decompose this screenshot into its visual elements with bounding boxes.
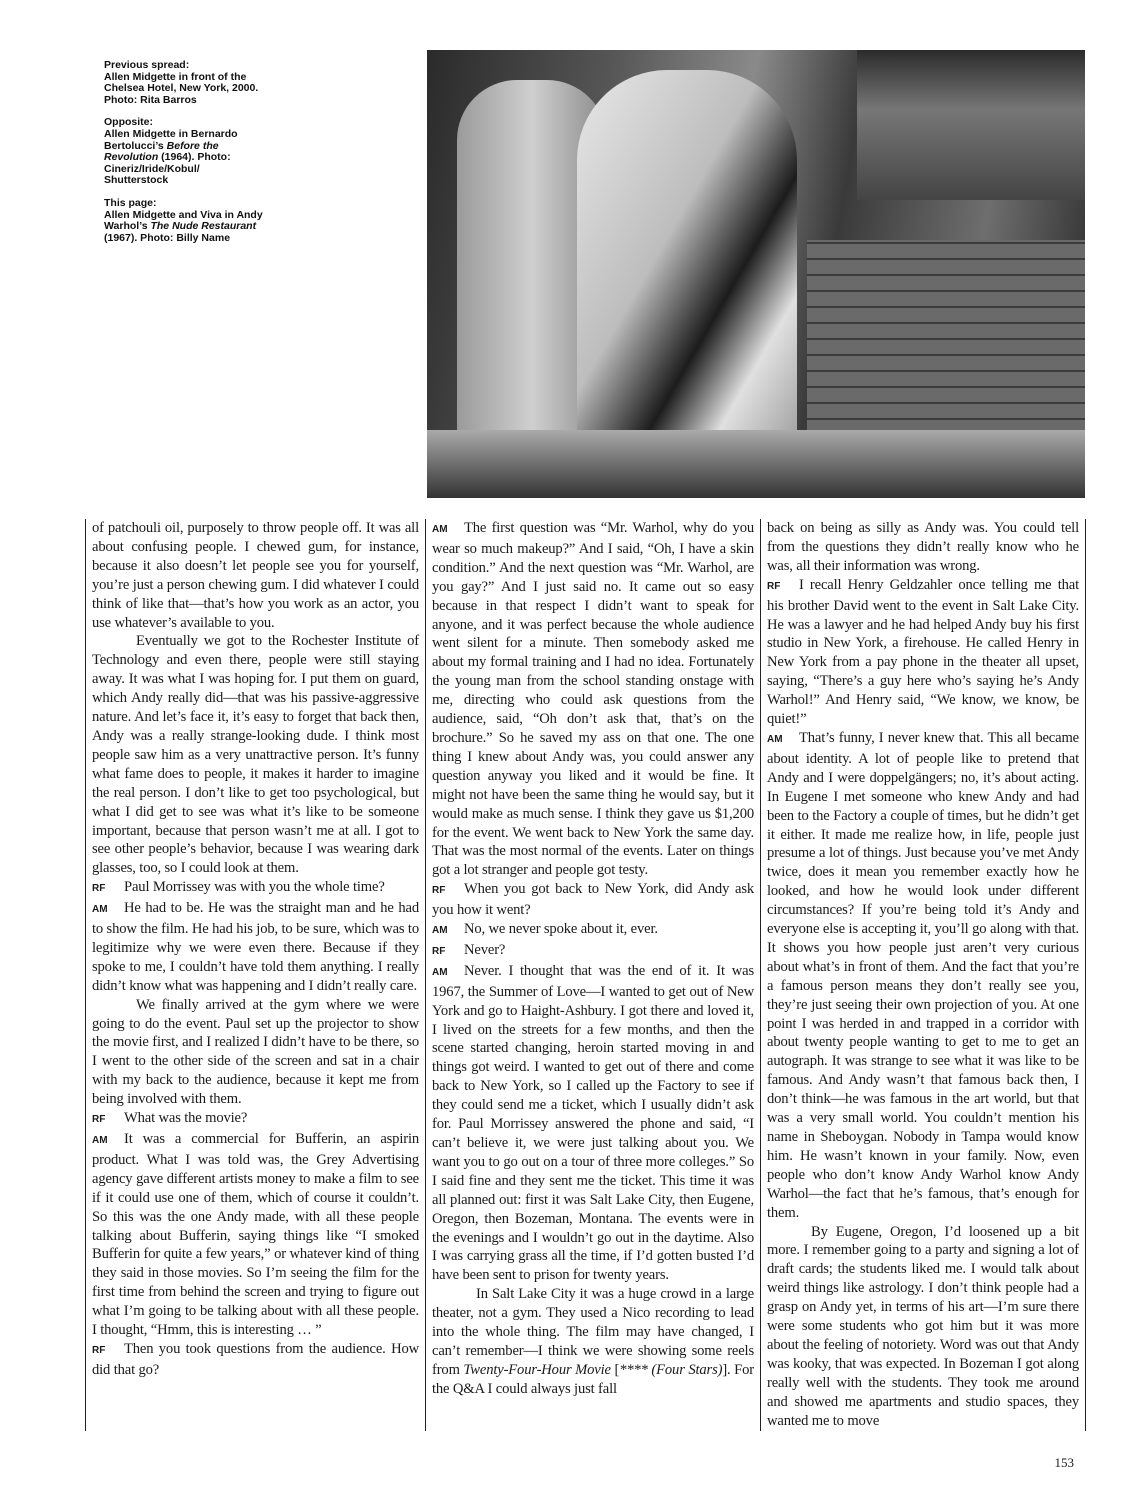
speaker-label: AM [92, 904, 108, 916]
text-run: Allen Midgette in front of the Chelsea Hotel, New York, 2000. Photo: Rita Barros [104, 70, 259, 106]
body-paragraph [432, 1285, 754, 1398]
interview-paragraph [432, 519, 754, 880]
photo-captions [104, 60, 264, 255]
text-run: That’s funny, I never knew that. This all became about identity. A lot of people like to pretend that Andy and I were doppelgängers; no, it’s about acting. In Eugene I met someone who knew Andy and had been to the Factory a couple of times, but he didn’t get it either. It made me realize how, in life, people just presume a lot of things. Just because you’ve met Andy twice, does it mean you remember exactly how he looked, and how he would look under different circumstances? If you’re being told it’s Andy and everyone else is accepting it, you’ll go along with that. It shows you how people just aren’t very curious about what’s in front of them. And the fact that you’re a famous person means they don’t really see you, they’re just seeing their own projection of you. At one point I was herded in and trapped in a corridor with about twenty people wanting to get to me to get an autograph. It was strange to see what it was like to be famous. And Andy wasn’t that famous back then, I don’t think—he was famous in the art world, but that was a very small world. You couldn’t mention his name in Sheboygan. Nobody in Tampa would know him. He wasn’t known in your family. Now, even people who don’t know Andy Warhol know Andy Warhol—the fact that he’s famous, that’s enough for them. [767, 729, 1079, 1221]
italic-title: **** (Four Stars) [619, 1361, 723, 1378]
interview-paragraph [92, 1130, 419, 1340]
article-column-3 [760, 519, 1086, 1431]
page-number: 153 [1054, 1454, 1074, 1470]
interview-paragraph [92, 899, 419, 996]
speaker-label: AM [432, 966, 448, 978]
body-paragraph [767, 519, 1079, 576]
interview-paragraph [432, 962, 754, 1285]
interview-paragraph [432, 920, 754, 941]
interview-paragraph [92, 878, 419, 899]
text-run: This page: [104, 196, 157, 209]
text-run: Previous spread: [104, 59, 190, 71]
text-run: It was a commercial for Bufferin, an aspirin product. What I was told was, the Grey Advertising agency gave different artists money to make a film to see if it could use one of them, which of course it couldn’t. So this was the one Andy made, with all these people talking about Bufferin, saying things like “I smoked Bufferin for quite a few years,” or whatever kind of thing they said in those movies. So I’m seeing the film for the first time from behind the screen and trying to figure out what I’m going to be talking about with all these people. I thought, “Hmm, this is interesting … ” [92, 1131, 419, 1339]
body-paragraph [92, 519, 419, 632]
interview-paragraph [92, 1109, 419, 1130]
text-run: Then you took questions from the audience. How did that go? [92, 1340, 419, 1378]
text-run: Never? [464, 941, 506, 958]
speaker-label: RF [432, 885, 446, 897]
interview-paragraph [92, 1340, 419, 1380]
caption-line [104, 129, 264, 187]
italic-title: The Nude Restaurant [150, 220, 257, 233]
text-run: Eventually we got to the Rochester Institute of Technology and even there, people were still staying away. It was what I was hoping for. I put them on guard, which Andy really did—that was his passive-aggressive nature. And let’s face it, it’s easy to forget that back then, Andy was a really strange-looking dude. I think most people saw him as a very unattractive person. It’s funny what fame does to people, it makes it harder to imagine the real person. I don’t like to get too psychological, but what I did get to see was what it’s like to be someone important, because that person wasn’t me at all. I got to see other people’s behavior, because I was wearing dark glasses, too, so I could look at them. [92, 633, 419, 877]
body-paragraph [767, 1223, 1079, 1431]
text-run: Opposite: [104, 116, 153, 129]
italic-title: Twenty-Four-Hour Movie [463, 1361, 611, 1378]
interview-paragraph [432, 941, 754, 962]
photo-counter [427, 430, 1085, 498]
speaker-label: RF [92, 1344, 106, 1356]
text-run: (1967). Photo: Billy Name [104, 231, 231, 244]
speaker-label: AM [432, 925, 448, 937]
text-run: When you got back to New York, did Andy ask you how it went? [432, 881, 754, 919]
text-run: ]. For the Q&A I could always just fall [432, 1361, 754, 1397]
body-paragraph [92, 996, 419, 1109]
text-run: What was the movie? [124, 1110, 248, 1127]
text-run: No, we never spoke about it, ever. [464, 921, 658, 938]
text-run: By Eugene, Oregon, I’d loosened up a bit more. I remember going to a party and signing a lot of draft cards; the students liked me. I would talk about weird things like astrology. I don’t think people had a grasp on Andy yet, in terms of his art—I’m sure there were some students who got him but it was more about the feeling of notoriety. Word was out that Andy was kooky, that was expected. In Bozeman I got along really well with the students. They took me around and showed me apartments and studio spaces, they wanted me to move [767, 1223, 1079, 1429]
photo-shelves [857, 50, 1085, 200]
text-run: Allen Midgette in Bernardo Bertolucci’s [104, 127, 238, 152]
interview-paragraph [767, 576, 1079, 729]
text-run: of patchouli oil, purposely to throw people off. It was all about confusing people. I chewed gum, for instance, because it also doesn’t let people see you for yourself, you’re just a person chewing gum. I did whatever I could think of like that—that’s how you work as an actor, you use whatever’s available to you. [92, 520, 419, 631]
text-run: In Salt Lake City it was a huge crowd in a large theater, not a gym. They used a Nico recording to lead into the whole thing. The film may have changed, I can’t remember—I think we were showing some reels from [432, 1286, 754, 1378]
speaker-label: RF [432, 945, 446, 957]
speaker-label: RF [92, 883, 106, 895]
interview-paragraph [767, 729, 1079, 1223]
text-run: We finally arrived at the gym where we were going to do the event. Paul set up the projector to show the movie first, and I realized I didn’t have to be there, so I went to the other side of the screen and sat in a chair with my back to the audience, because it kept me from being involved with them. [92, 996, 419, 1108]
speaker-label: AM [767, 733, 783, 745]
speaker-label: AM [92, 1135, 108, 1146]
caption-line [104, 72, 264, 107]
caption-line [104, 210, 264, 245]
text-run: Allen Midgette and Viva in Andy Warhol’s [104, 208, 263, 233]
text-run: I recall Henry Geldzahler once telling me that his brother David went to the event in Salt Lake City. He was a lawyer and he had helped Andy buy his first studio in New York, a firehouse. He called Henry in New York from a pay phone in the theater all upset, saying, “There’s a guy here who’s saying he’s Andy Warhol!” And Henry said, “We know, we know, be quiet!” [767, 576, 1079, 728]
text-run: back on being as silly as Andy was. You could tell from the questions they didn’t really know who he was, all their information was wrong. [767, 520, 1079, 574]
italic-title: Before the Revolution [104, 139, 219, 164]
text-run: [ [610, 1361, 620, 1378]
text-run: Paul Morrissey was with you the whole time? [124, 879, 385, 896]
text-run: He had to be. He was the straight man and he had to show the film. He had his job, to be sure, which was to legitimize why we were even there. Because if they spoke to me, I couldn’t have told them anything. I really didn’t know what was happening and I didn’t really care. [92, 900, 419, 994]
speaker-label: RF [767, 580, 781, 592]
text-run: (1964). Photo: Cineriz/Iride/Kobul/ Shutterstock [104, 151, 231, 187]
article-body [85, 519, 1086, 1471]
article-column-2 [425, 519, 760, 1431]
speaker-label: AM [432, 524, 448, 535]
speaker-label: RF [92, 1114, 106, 1126]
text-run: Never. I thought that was the end of it. It was 1967, the Summer of Love—I wanted to get out of New York and go to Haight-Ashbury. I got there and loved it, I lived on the streets for a few months, and then the scene started changing, heroin started moving in and things got weird. I wanted to get out of there and come back to New York, so I called up the Factory to see if they could send me a ticket, which I usually didn’t ask for. Paul Morrissey answered the phone and said, “I can’t believe it, we were just talking about you. We want you to go out on a tour of three more colleges.” So I said fine and they sent me the ticket. This time it was all planned out: first it was Salt Lake City, then Eugene, Oregon, then Bozeman, Montana. The events were in the evenings and I wouldn’t go out in the daytime. Also I was carrying grass all the time, if I’d gotten busted I’d have been sent to prison for twenty years. [432, 962, 754, 1284]
body-paragraph [92, 632, 419, 878]
text-run: The first question was “Mr. Warhol, why do you wear so much makeup?” And I said, “Oh, I have a skin condition.” And the next question was “Mr. Warhol, are you gay?” And I just said no. It came out so easy because in that respect I didn’t want to speak for anyone, and it was perfect because the whole audience went silent for a minute. Then somebody asked me about my formal training and I had no idea. Fortunately the young man from the school standing onstage with me, directing who could ask questions from the audience, said, “Oh don’t ask that, that’s on the brochure.” So he saved my ass on that one. The one thing I knew about Andy was, you could answer any question anyway you liked and it would be fine. It might not have been the same thing he would say, but it would make as much sense. I think they gave us $1,200 for the event. We went back to New York the same day. That was the most normal of the events. Later on things got a lot stranger and people got testy. [432, 520, 754, 879]
photo-nude-restaurant [427, 50, 1085, 498]
interview-paragraph [432, 880, 754, 920]
article-column-1 [85, 519, 425, 1431]
article-columns [85, 519, 1086, 1431]
